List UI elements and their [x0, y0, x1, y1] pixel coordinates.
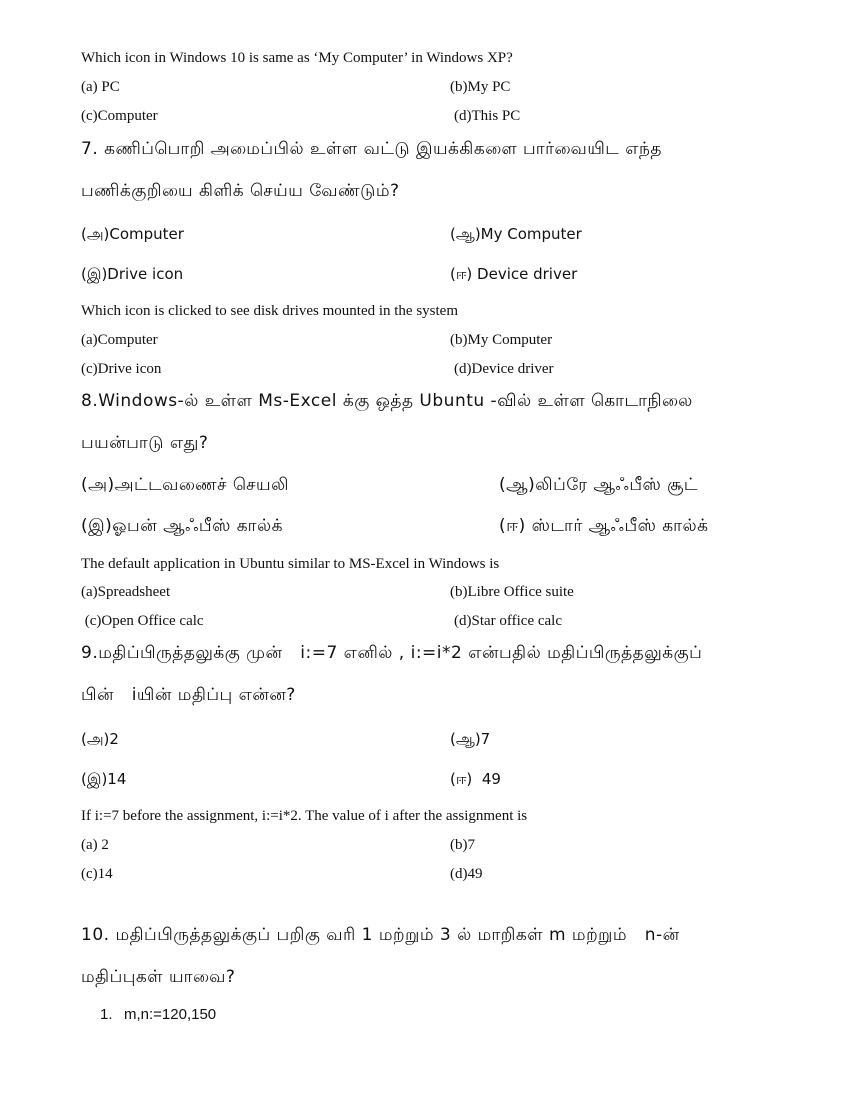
q6-en-option-a: (a) PC	[81, 79, 120, 95]
q9-en-option-d: (d)49	[450, 866, 483, 882]
q6-en-option-d: (d)This PC	[454, 108, 521, 124]
q8-ta-question-line2: பயன்பாடு எது?	[81, 433, 209, 453]
q9-en-option-a: (a) 2	[81, 837, 109, 853]
q6-en-option-c: (c)Computer	[81, 108, 158, 124]
q10-item1-text: m,n:=120,150	[124, 1006, 217, 1023]
q9-ta-question-line2: பின் iயின் மதிப்பு என்ன?	[81, 685, 296, 705]
q8-en-question: The default application in Ubuntu similar to MS-Excel in Windows is	[81, 556, 500, 572]
q7-ta-option-c: (இ)Drive icon	[81, 265, 184, 283]
q8-ta-question-line1: 8.Windows-ல் உள்ள Ms-Excel க்கு ஒத்த Ubuntu -வில் உள்ள கொடாநிலை	[81, 391, 693, 411]
q9-ta-question-line1: 9.மதிப்பிருத்தலுக்கு முன் i:=7 எனில் , i:=i*2 என்பதில் மதிப்பிருத்தலுக்குப்	[81, 643, 703, 663]
q10-ta-question-line1: 10. மதிப்பிருத்தலுக்குப் பறிகு வரி 1 மற்றும் 3 ல் மாறிகள் m மற்றும் n-ன்	[81, 925, 680, 945]
q8-ta-option-d: (ஈ) ஸ்டார் ஆஃபீஸ் கால்க்	[499, 516, 709, 536]
q7-ta-option-b: (ஆ)My Computer	[450, 225, 582, 243]
q6-en-question: Which icon in Windows 10 is same as ‘My Computer’ in Windows XP?	[81, 50, 513, 66]
q8-ta-option-b: (ஆ)லிப்ரே ஆஃபீஸ் சூட்	[499, 475, 698, 495]
q9-ta-option-d: (ஈ) 49	[450, 770, 501, 788]
q7-en-option-c: (c)Drive icon	[81, 361, 162, 377]
q10-ta-question-line2: மதிப்புகள் யாவை?	[81, 967, 236, 987]
q8-ta-option-c: (இ)ஓபன் ஆஃபீஸ் கால்க்	[81, 516, 283, 536]
q8-en-option-d: (d)Star office calc	[454, 613, 562, 629]
q7-ta-question-line1: 7. கணிப்பொறி அமைப்பில் உள்ள வட்டு இயக்கிகளை பார்வையிட எந்த	[81, 139, 662, 159]
q7-en-option-d: (d)Device driver	[454, 361, 554, 377]
q8-ta-option-a: (அ)அட்டவணைச் செயலி	[81, 475, 289, 495]
q8-en-option-a: (a)Spreadsheet	[81, 584, 171, 600]
q7-ta-option-a: (அ)Computer	[81, 225, 184, 243]
q8-en-option-c: (c)Open Office calc	[81, 613, 204, 629]
q10-item1-number: 1.	[100, 1006, 113, 1023]
q9-en-question: If i:=7 before the assignment, i:=i*2. The value of i after the assignment is	[81, 808, 528, 824]
q7-ta-option-d: (ஈ) Device driver	[450, 265, 578, 283]
q9-ta-option-a: (அ)2	[81, 730, 119, 748]
q6-en-option-b: (b)My PC	[450, 79, 511, 95]
q9-en-option-c: (c)14	[81, 866, 113, 882]
q9-ta-option-c: (இ)14	[81, 770, 127, 788]
q7-en-option-b: (b)My Computer	[450, 332, 553, 348]
q9-ta-option-b: (ஆ)7	[450, 730, 491, 748]
q8-en-option-b: (b)Libre Office suite	[450, 584, 574, 600]
q7-en-question: Which icon is clicked to see disk drives mounted in the system	[81, 303, 459, 319]
q9-en-option-b: (b)7	[450, 837, 475, 853]
q7-en-option-a: (a)Computer	[81, 332, 158, 348]
q7-ta-question-line2: பணிக்குறியை கிளிக் செய்ய வேண்டும்?	[81, 181, 400, 201]
